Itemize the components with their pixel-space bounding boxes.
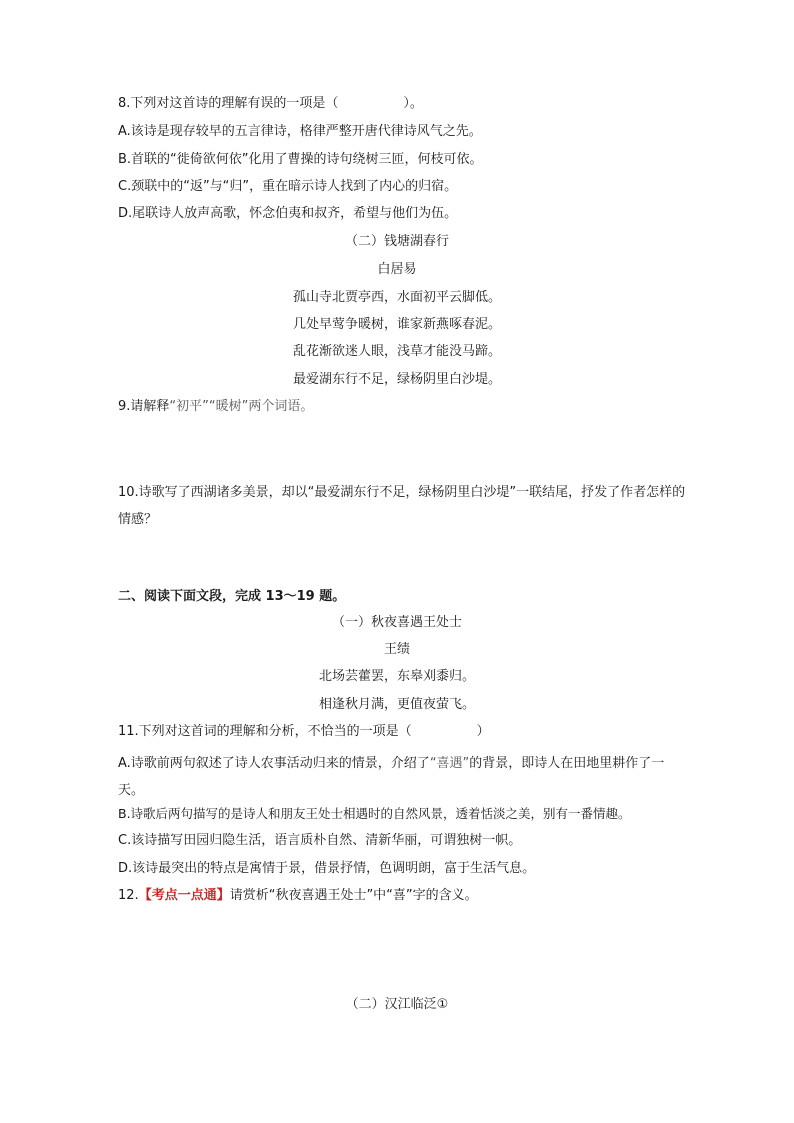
question-9 <box>118 398 688 416</box>
poem-2-line-1: 孤山寺北贾亭西，水面初平云脚低。 <box>292 290 501 305</box>
question-8-option-d: D.尾联诗人放声高歌，怀念伯夷和叔齐，希望与他们为伍。 <box>118 206 458 221</box>
question-12-number: 12. <box>118 888 139 903</box>
poem-2-title: （二）钱塘湖春行 <box>344 234 449 249</box>
question-10: 10.诗歌写了西湖诸多美景，却以“最爱湖东行不足，绿杨阴里白沙堤”一联结尾，抒发了作者怎样的情感？ <box>118 485 686 527</box>
question-8-option-c: C.颈联中的“返”与“归”，重在暗示诗人找到了内心的归宿。 <box>118 179 458 194</box>
question-11-option-b: B.诗歌后两句描写的是诗人和朋友王处士相遇时的自然风景，透着恬淡之美，别有一番情趣。 <box>118 806 631 821</box>
question-11-option-a <box>118 750 688 804</box>
question-8-option-a: A.该诗是现存较早的五言律诗，格律严整开唐代律诗风气之先。 <box>118 124 482 139</box>
key-point-tag: 【考点一点通】 <box>138 888 230 903</box>
question-11-option-a-start: A.诗歌前两句叙述了诗人农事活动归来的情景，介绍了 <box>118 756 430 771</box>
question-12 <box>118 887 688 905</box>
poem-2-line-4: 最爱湖东行不足，绿杨阴里白沙堤。 <box>292 372 501 387</box>
poem-2-line-2: 几处早莺争暖树，谁家新燕啄春泥。 <box>292 317 501 332</box>
poem-2-author: 白居易 <box>377 262 417 277</box>
question-9-prefix: 9.请解释 <box>118 399 170 414</box>
question-8-option-b: B.首联的“徙倚欲何依”化用了曹操的诗句绕树三匝，何枝可依。 <box>118 152 483 167</box>
question-11-stem: 11.下列对这首词的理解和分析，不恰当的一项是（ ） <box>118 724 490 739</box>
question-11-option-a-quote: “喜遇” <box>429 756 470 771</box>
poem-4-title: （二）汉江临泛① <box>345 997 449 1012</box>
poem-3-title: （一）秋夜喜遇王处士 <box>331 615 462 630</box>
question-8-stem: 8.下列对这首诗的理解有误的一项是（ ）。 <box>118 96 423 111</box>
poem-2-line-3: 乱花渐欲迷人眼，浅草才能没马蹄。 <box>292 344 501 359</box>
question-11-option-d: D.该诗最突出的特点是寓情于景，借景抒情，色调明朗，富于生活气息。 <box>118 861 536 876</box>
question-11-option-c: C.该诗描写田园归隐生活，语言质朴自然、清新华丽，可谓独树一帜。 <box>118 833 522 848</box>
poem-3-author: 王绩 <box>383 642 410 657</box>
poem-3-line-2: 相逢秋月满，更值夜萤飞。 <box>318 697 475 712</box>
question-12-text: 请赏析“秋夜喜遇王处士”中“喜”字的含义。 <box>229 888 478 903</box>
question-9-text: “初平”“暖树”两个词语。 <box>169 399 314 414</box>
section-2-heading: 二、阅读下面文段，完成 13～19 题。 <box>118 589 346 604</box>
question-11-option-a-end: 的背景，即诗人在田地里耕作了一天。 <box>118 756 665 798</box>
poem-3-line-1: 北场芸藿罢，东皋刈黍归。 <box>318 669 475 684</box>
